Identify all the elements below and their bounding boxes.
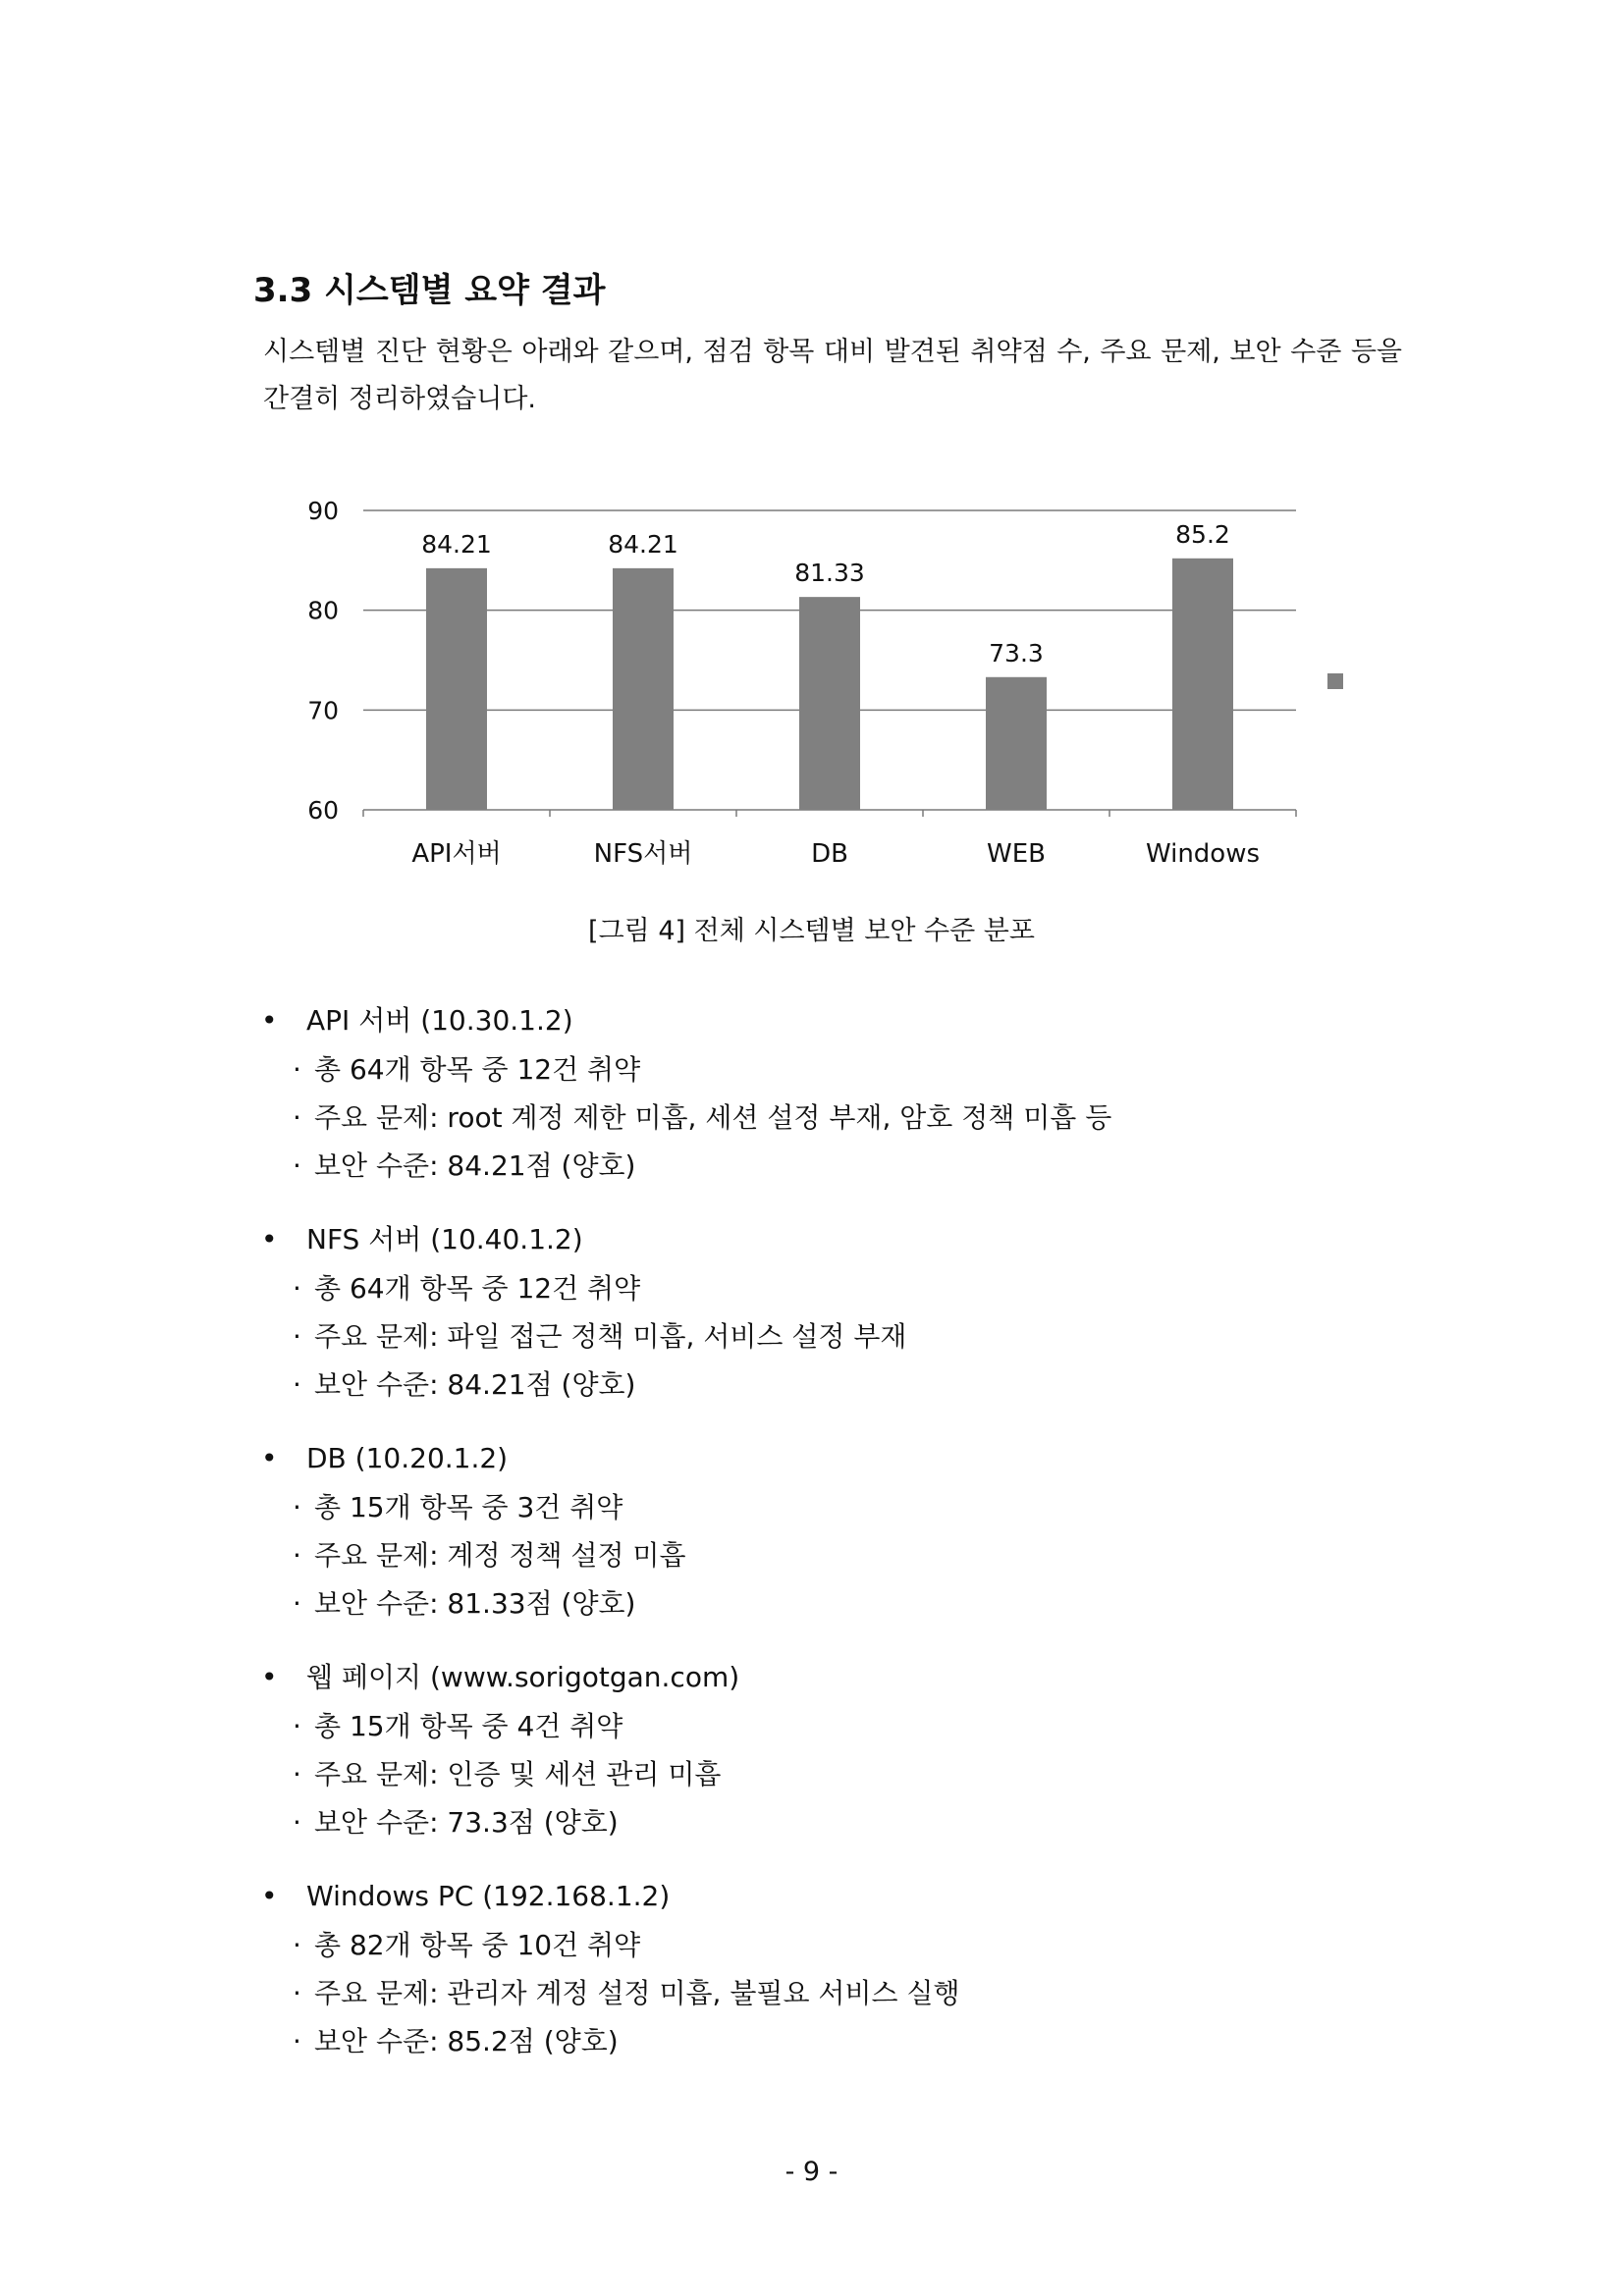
middle-dot-icon: · bbox=[293, 2025, 301, 2057]
middle-dot-icon: · bbox=[293, 1053, 301, 1086]
data-label: 85.2 bbox=[1175, 519, 1230, 549]
y-tick-label: 90 bbox=[307, 497, 339, 525]
system-detail-text: 주요 문제: root 계정 제한 미흡, 세션 설정 부재, 암호 정책 미흡 등 bbox=[314, 1101, 1112, 1134]
bar bbox=[799, 597, 860, 810]
system-detail bbox=[255, 1483, 1384, 1531]
data-label: 81.33 bbox=[794, 559, 865, 588]
system-item bbox=[255, 1434, 1384, 1628]
middle-dot-icon: · bbox=[293, 1710, 301, 1742]
y-tick-label: 80 bbox=[307, 596, 339, 625]
system-detail bbox=[255, 1312, 1384, 1361]
middle-dot-icon: · bbox=[293, 1491, 301, 1523]
system-item bbox=[255, 1215, 1384, 1409]
middle-dot-icon: · bbox=[293, 1368, 301, 1401]
bullet-icon: • bbox=[261, 1880, 278, 1912]
security-level-bar-chart bbox=[285, 481, 1365, 893]
system-detail-text: 주요 문제: 파일 접근 정책 미흡, 서비스 설정 부재 bbox=[314, 1320, 907, 1353]
system-detail bbox=[255, 1921, 1384, 1969]
system-detail bbox=[255, 1094, 1384, 1142]
system-detail bbox=[255, 1264, 1384, 1312]
bar bbox=[613, 568, 674, 810]
system-detail-text: 총 64개 항목 중 12건 취약 bbox=[314, 1272, 641, 1305]
system-detail bbox=[255, 1969, 1384, 2017]
system-title bbox=[255, 1653, 1384, 1702]
middle-dot-icon: · bbox=[293, 1149, 301, 1182]
system-title-text: API 서버 (10.30.1.2) bbox=[306, 1004, 573, 1037]
data-label: 84.21 bbox=[608, 529, 678, 559]
middle-dot-icon: · bbox=[293, 1320, 301, 1353]
x-tick-label: DB bbox=[811, 839, 848, 869]
system-title bbox=[255, 1215, 1384, 1264]
middle-dot-icon: · bbox=[293, 1539, 301, 1572]
figure-caption: [그림 4] 전체 시스템별 보안 수준 분포 bbox=[588, 916, 1035, 946]
system-title-text: 웹 페이지 (www.sorigotgan.com) bbox=[306, 1661, 740, 1693]
system-detail-text: 보안 수준: 81.33점 (양호) bbox=[314, 1587, 636, 1620]
system-detail bbox=[255, 1531, 1384, 1579]
system-detail bbox=[255, 2017, 1384, 2065]
system-detail bbox=[255, 1579, 1384, 1628]
bullet-icon: • bbox=[261, 1661, 278, 1693]
system-detail bbox=[255, 1798, 1384, 1846]
middle-dot-icon: · bbox=[293, 1929, 301, 1961]
system-detail bbox=[255, 1045, 1384, 1094]
middle-dot-icon: · bbox=[293, 1758, 301, 1790]
page-number: - 9 - bbox=[784, 2157, 839, 2187]
data-label: 84.21 bbox=[421, 529, 492, 559]
bullet-icon: • bbox=[261, 1004, 278, 1037]
middle-dot-icon: · bbox=[293, 1977, 301, 2009]
system-detail-text: 보안 수준: 85.2점 (양호) bbox=[314, 2025, 619, 2057]
system-title bbox=[255, 996, 1384, 1045]
middle-dot-icon: · bbox=[293, 1272, 301, 1305]
system-detail-text: 총 82개 항목 중 10건 취약 bbox=[314, 1929, 641, 1961]
x-tick-label: WEB bbox=[987, 839, 1046, 869]
system-detail bbox=[255, 1750, 1384, 1798]
middle-dot-icon: · bbox=[293, 1101, 301, 1134]
y-tick-label: 60 bbox=[307, 796, 339, 825]
system-title-text: DB (10.20.1.2) bbox=[306, 1442, 509, 1474]
system-detail-text: 보안 수준: 84.21점 (양호) bbox=[314, 1149, 636, 1182]
x-tick-label: Windows bbox=[1145, 839, 1261, 869]
y-tick-label: 70 bbox=[307, 696, 339, 725]
bar bbox=[1172, 559, 1233, 810]
system-title-text: NFS 서버 (10.40.1.2) bbox=[306, 1223, 583, 1255]
system-item bbox=[255, 996, 1384, 1190]
system-detail bbox=[255, 1702, 1384, 1750]
data-label: 73.3 bbox=[989, 638, 1044, 667]
system-detail-text: 총 15개 항목 중 4건 취약 bbox=[314, 1710, 623, 1742]
system-item bbox=[255, 1653, 1384, 1846]
system-title bbox=[255, 1434, 1384, 1483]
system-detail bbox=[255, 1361, 1384, 1409]
middle-dot-icon: · bbox=[293, 1587, 301, 1620]
system-detail bbox=[255, 1142, 1384, 1190]
system-detail-text: 주요 문제: 관리자 계정 설정 미흡, 불필요 서비스 실행 bbox=[314, 1977, 960, 2009]
system-detail-text: 보안 수준: 73.3점 (양호) bbox=[314, 1806, 619, 1839]
section-heading: 3.3 시스템별 요약 결과 bbox=[253, 271, 606, 310]
system-detail-text: 총 64개 항목 중 12건 취약 bbox=[314, 1053, 641, 1086]
system-detail-text: 총 15개 항목 중 3건 취약 bbox=[314, 1491, 623, 1523]
system-detail-text: 주요 문제: 계정 정책 설정 미흡 bbox=[314, 1539, 686, 1572]
bullet-icon: • bbox=[261, 1223, 278, 1255]
system-detail-text: 주요 문제: 인증 및 세션 관리 미흡 bbox=[314, 1758, 722, 1790]
bar bbox=[986, 677, 1047, 810]
system-summary-list bbox=[255, 996, 1384, 2091]
bullet-icon: • bbox=[261, 1442, 278, 1474]
bar bbox=[426, 568, 487, 810]
middle-dot-icon: · bbox=[293, 1806, 301, 1839]
legend-marker bbox=[1327, 673, 1343, 689]
system-title bbox=[255, 1872, 1384, 1921]
x-tick-label: API서버 bbox=[411, 839, 502, 869]
system-item bbox=[255, 1872, 1384, 2065]
system-detail-text: 보안 수준: 84.21점 (양호) bbox=[314, 1368, 636, 1401]
intro-paragraph: 시스템별 진단 현황은 아래와 같으며, 점검 항목 대비 발견된 취약점 수, 주요 문제, 보안 수준 등을 간결히 정리하였습니다. bbox=[263, 337, 1402, 414]
x-tick-label: NFS서버 bbox=[593, 839, 693, 869]
system-title-text: Windows PC (192.168.1.2) bbox=[306, 1880, 671, 1912]
